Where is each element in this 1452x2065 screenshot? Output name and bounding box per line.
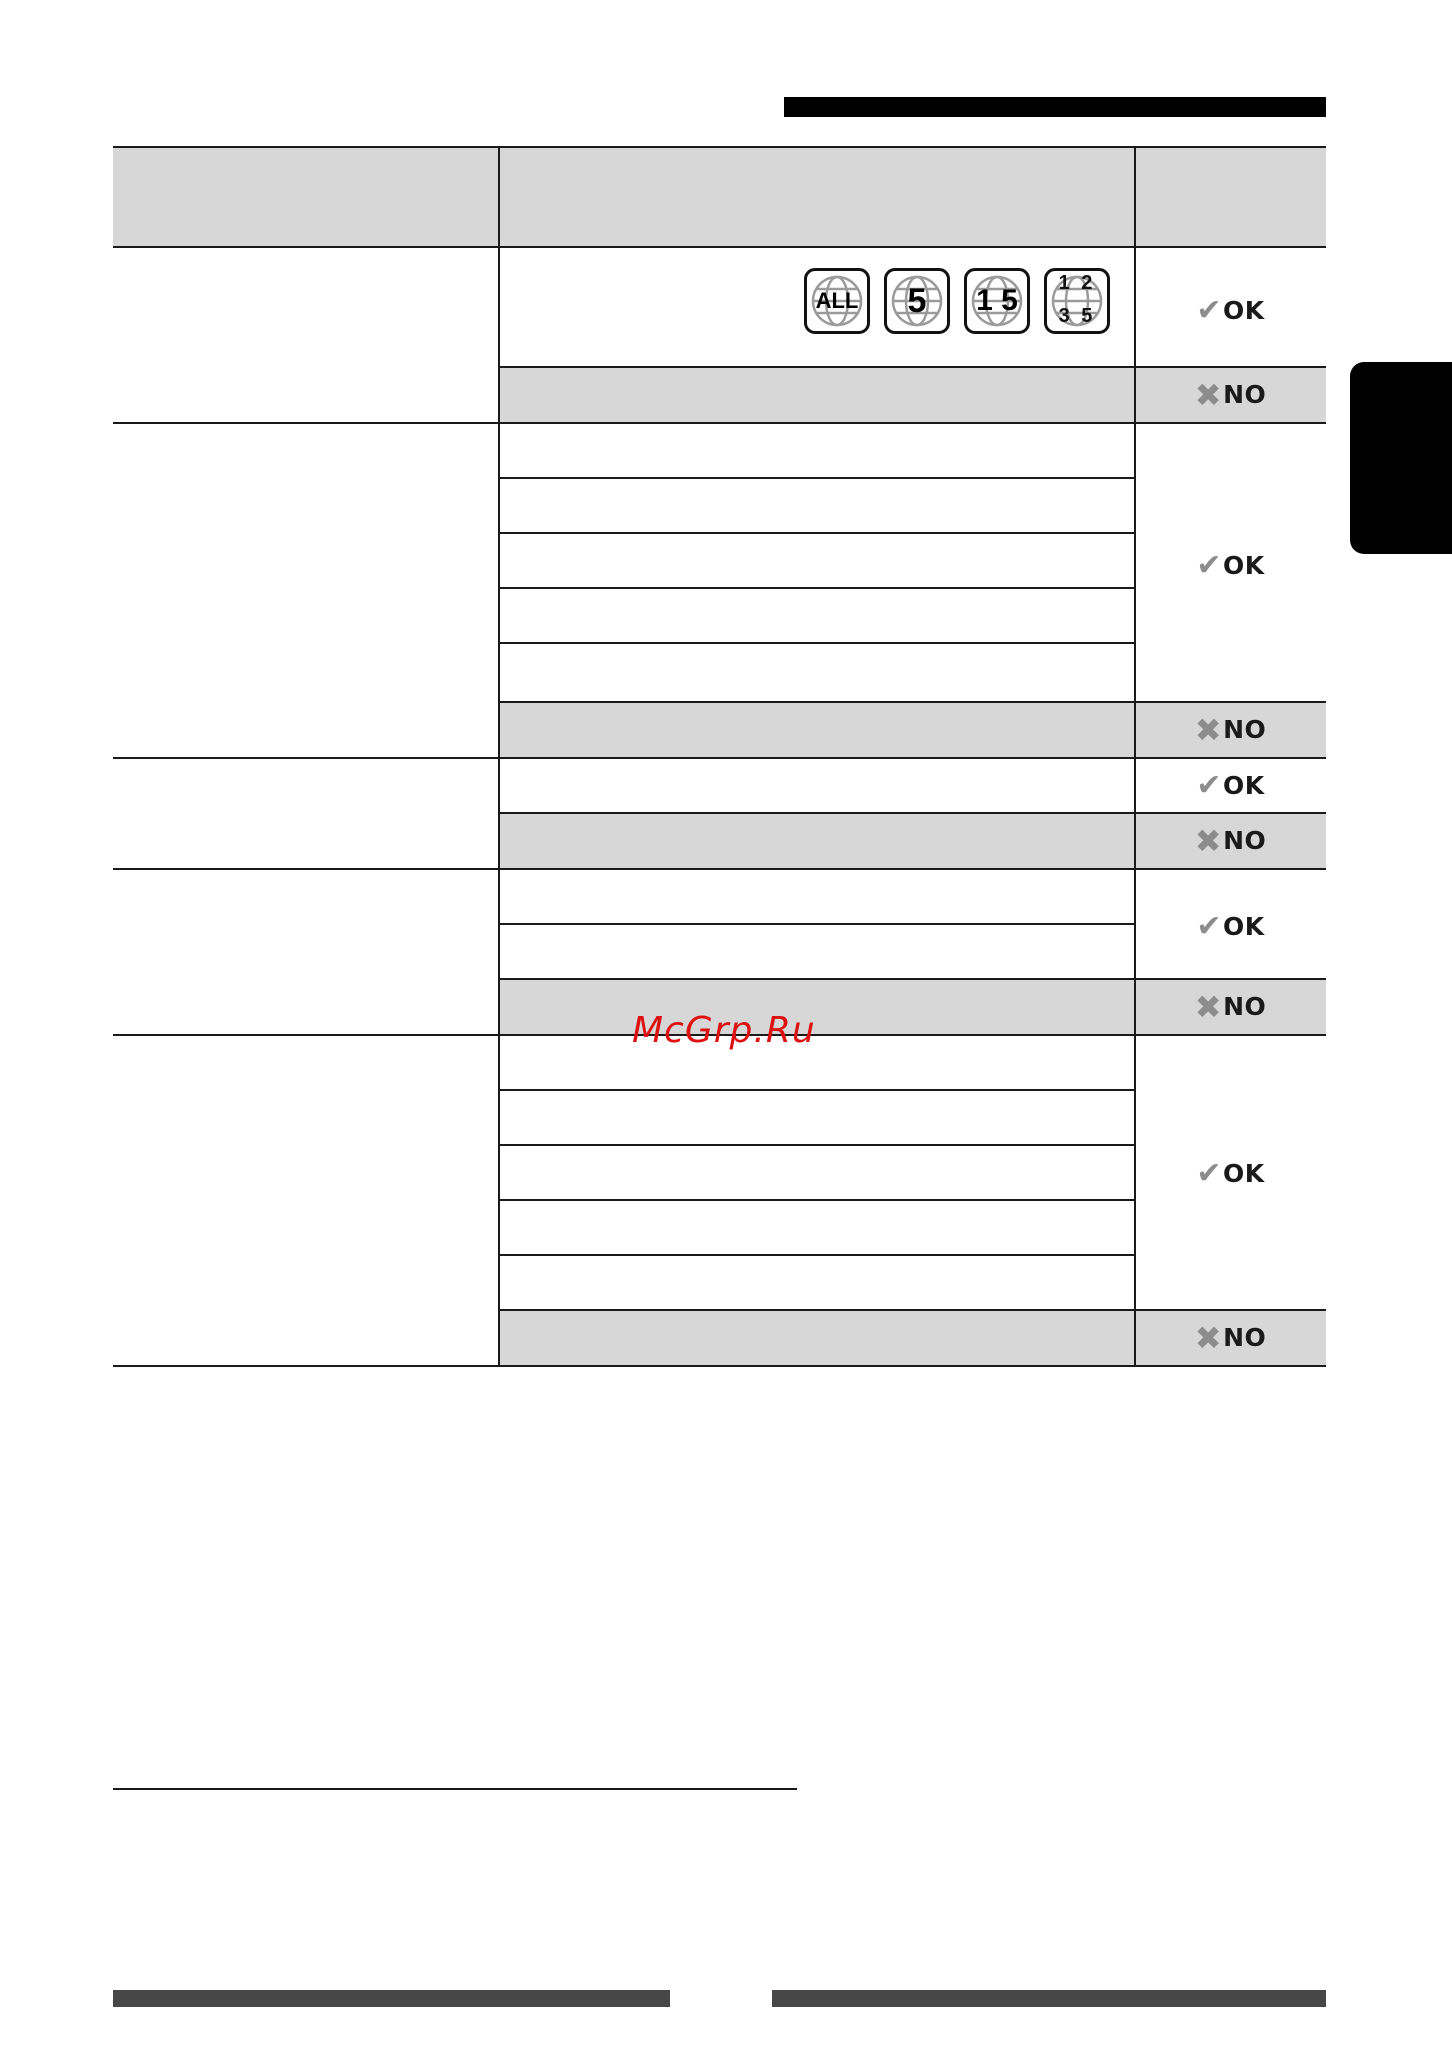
no-mark: ✖ NO <box>1194 987 1267 1026</box>
table-header <box>113 147 1326 247</box>
watermark: McGrp.Ru <box>632 1010 816 1051</box>
top-black-bar <box>784 97 1326 117</box>
table-rule <box>499 1199 1135 1201</box>
check-icon: ✔ <box>1196 547 1222 583</box>
cross-icon: ✖ <box>1194 987 1223 1026</box>
table-rule <box>113 146 1326 148</box>
region-15-icon <box>964 268 1030 334</box>
footnote-separator <box>113 1788 797 1790</box>
table-rule <box>499 1254 1135 1256</box>
table-rule <box>499 587 1135 589</box>
table-rule <box>499 1089 1135 1091</box>
cross-icon: ✖ <box>1194 1318 1223 1357</box>
table-rule <box>113 422 1326 424</box>
region-all-icon <box>804 268 870 334</box>
check-icon: ✔ <box>1196 1155 1222 1191</box>
ok-mark: ✔ OK <box>1196 1155 1265 1191</box>
region-label-top: 1 2 <box>1058 272 1096 294</box>
table-rule <box>499 923 1135 925</box>
cross-icon: ✖ <box>1194 375 1223 414</box>
table-rule <box>499 477 1135 479</box>
footer-bar-left <box>113 1990 670 2007</box>
region-label: ALL <box>815 288 859 313</box>
check-icon: ✔ <box>1196 908 1222 944</box>
table-rule <box>499 642 1135 644</box>
no-mark: ✖ NO <box>1194 375 1267 414</box>
table-rule <box>113 868 1326 870</box>
no-mark: ✖ NO <box>1194 821 1267 860</box>
no-mark: ✖ NO <box>1194 710 1267 749</box>
column-divider <box>498 147 500 1366</box>
table-rule <box>113 1365 1326 1367</box>
region-5-icon <box>884 268 950 334</box>
ok-mark: ✔ OK <box>1196 768 1265 803</box>
side-tab <box>1350 362 1452 554</box>
ok-mark: ✔ OK <box>1196 547 1265 583</box>
ok-mark: ✔ OK <box>1196 292 1265 328</box>
table-rule <box>113 246 1326 248</box>
cross-icon: ✖ <box>1194 710 1223 749</box>
check-icon: ✔ <box>1196 768 1222 803</box>
region-label-bottom: 3 5 <box>1058 305 1096 327</box>
check-icon: ✔ <box>1196 292 1222 328</box>
no-mark: ✖ NO <box>1194 1318 1267 1357</box>
cross-icon: ✖ <box>1194 821 1223 860</box>
ok-mark: ✔ OK <box>1196 908 1265 944</box>
region-label: 5 <box>907 281 927 320</box>
footer-bar-right <box>772 1990 1326 2007</box>
table-rule <box>499 532 1135 534</box>
region-label: 1 5 <box>976 284 1018 317</box>
region-multi-icon <box>1044 268 1110 334</box>
table-rule <box>499 1144 1135 1146</box>
